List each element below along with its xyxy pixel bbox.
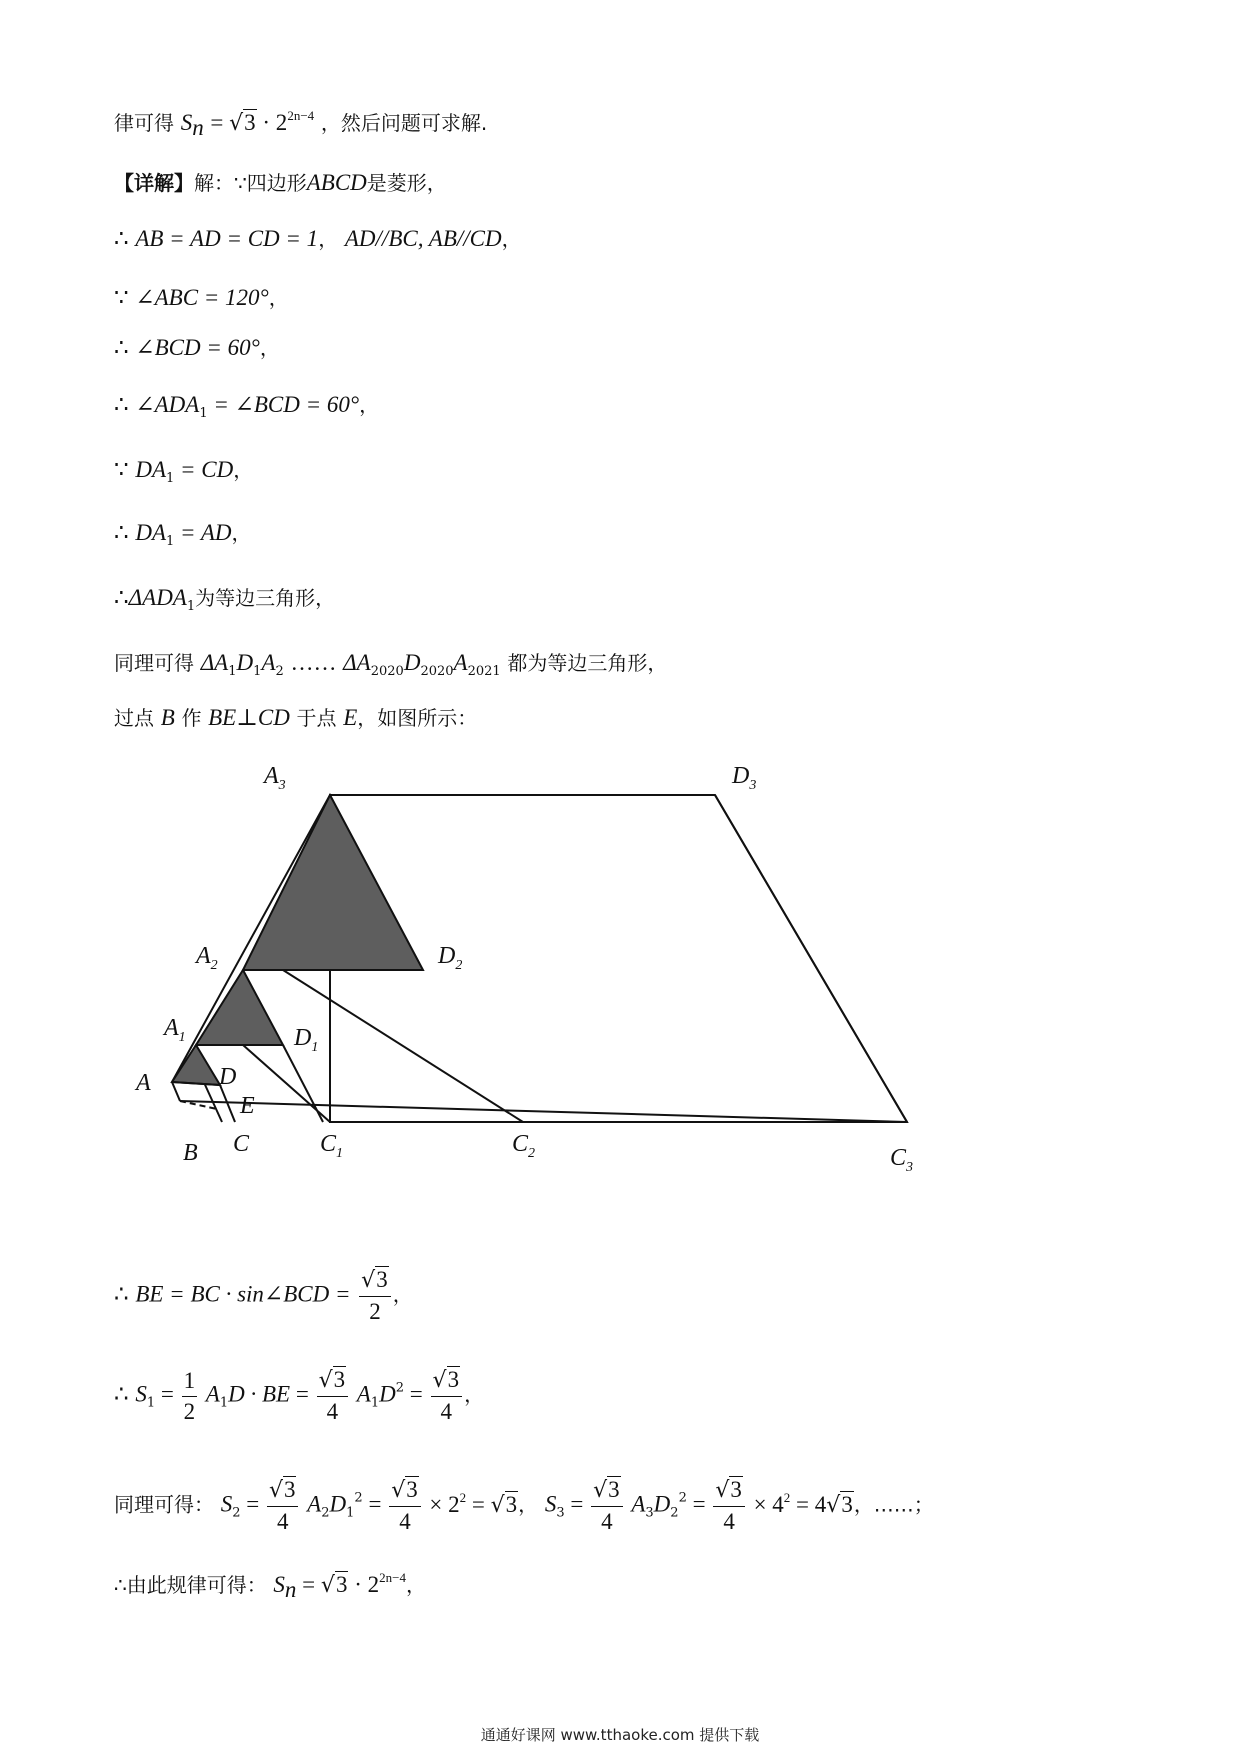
label-c3: $C_3$: [890, 1145, 914, 1175]
label-c: C: [233, 1131, 250, 1157]
text-line-8: ∴ $DA_1$ = AD，: [114, 520, 252, 549]
label-a3: $A_3$: [264, 763, 286, 793]
triangle-a2-a3-d2: [243, 795, 423, 970]
text-line-3: ∴ AB = AD = CD = 1， AD//BC, AB//CD，: [114, 226, 522, 251]
label-d1: $D_1$: [294, 1025, 319, 1055]
text-line-14: 同理可得： $S_2$ = $\frac{√3}{4}$ $A_2D_1^2$ = $\frac{√3}{4}$ × $2^2 = √3$， $S_3$ = $\frac{√3}{4}$ $A_3D_2^2$ = $\frac{√3}{4}$ × $4^2 = 4√3$，……；: [114, 1477, 934, 1534]
label-c1: $C_1$: [320, 1131, 344, 1161]
label-b: B: [183, 1140, 198, 1166]
text-line-11: 过点 B 作 BE⊥CD 于点 E，如图所示：: [114, 705, 478, 730]
text-line-10: 同理可得 $\Delta A_1D_1A_2$ …… $\Delta A_{2020}D_{2020}A_{2021}$ 都为等边三角形，: [114, 650, 668, 679]
text-line-13: ∴ $S_1$ = $\frac{1}{2}$ $A_1D$ · BE = $\frac{√3}{4}$ $A_1D^2$ = $\frac{√3}{4}$ ，: [114, 1367, 485, 1424]
text-line-2: 【详解】解：∵四边形ABCD是菱形，: [114, 170, 447, 195]
text-line-5: ∴ ∠BCD = 60°，: [114, 335, 280, 360]
triangle-a1-a2-d1: [196, 970, 283, 1045]
label-d2: $D_2$: [438, 943, 463, 973]
text-line-4: ∵ ∠ABC = 120°，: [114, 285, 289, 310]
text-line-6: ∴ $\angle ADA_1$ = ∠BCD = 60°，: [114, 392, 380, 421]
rhombus-sequence-figure: [120, 755, 940, 1185]
label-a1: $A_1$: [164, 1015, 186, 1045]
label-d: D: [219, 1064, 237, 1090]
label-d3: $D_3$: [732, 763, 757, 793]
triangle-a-a1-d: [172, 1045, 220, 1085]
label-a: A: [136, 1070, 151, 1096]
label-e: E: [240, 1093, 255, 1119]
label-a2: $A_2$: [196, 943, 218, 973]
text-line-15: ∴由此规律可得： $S_n = √3 \cdot 2^{2n-4}$，: [114, 1570, 426, 1602]
text-line-1: 律可得 $S_n = √3 \cdot 2^{2n-4}$ ，然后问题可求解.: [114, 108, 488, 140]
page-footer: 通通好课网 www.tthaoke.com 提供下载: [480, 1726, 760, 1744]
label-c2: $C_2$: [512, 1131, 536, 1161]
text-line-9: $\therefore\Delta ADA_1$为等边三角形，: [114, 585, 336, 614]
text-line-7: ∵ $DA_1$ = CD，: [114, 457, 254, 486]
text-line-12: ∴ BE = BC · sin∠BCD = $\frac{√3}{2}$ ，: [114, 1267, 413, 1324]
